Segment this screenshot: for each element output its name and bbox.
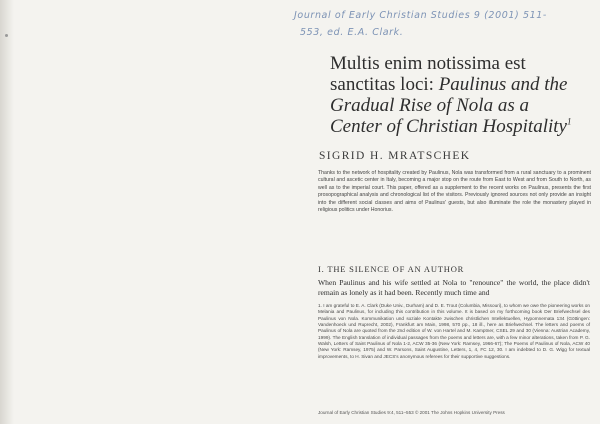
page-edge-shadow <box>0 0 14 424</box>
author-name: SIGRID H. MRATSCHEK <box>319 150 471 162</box>
title-line-4 <box>330 116 590 137</box>
journal-footer: Journal of Early Christian Studies 9:4, 511–553 © 2001 The Johns Hopkins University Press <box>318 410 505 415</box>
scan-speck <box>5 34 8 37</box>
article-title <box>330 53 590 137</box>
title-line-2 <box>330 74 590 95</box>
handwritten-line-2: 553, ed. E.A. Clark. <box>300 27 404 38</box>
title-line-1: Multis enim notissima est <box>330 53 526 74</box>
handwritten-citation-note <box>294 7 594 41</box>
title-roman-part: sanctitas loci: <box>330 74 434 95</box>
handwritten-line-1: Journal of Early Christian Studies 9 (2001) 511- <box>294 10 547 21</box>
title-footnote-marker: 1 <box>566 116 572 127</box>
title-italic-part-3: Center of Christian Hospitality <box>330 116 567 137</box>
title-italic-part-1: Paulinus and the <box>433 74 568 95</box>
abstract: Thanks to the network of hospitality created by Paulinus, Nola was transformed from a rural sanctuary to a prominent cultural and ascetic center in Italy, becoming a major stop on the route from East to West and from South to North, as well as to the imperial court. This paper, offered as a supplement to the recent works on Paulinus, presents the first prosopographical analysis and chronological list of the visitors. Previously ignored sources not only provide an insight into the different social classes and aims of Paulinus' guests, but also illuminate the role the monastery played in religious politics under Honorius. <box>318 170 591 214</box>
body-paragraph: When Paulinus and his wife settled at Nola to "renounce" the world, the place didn't remain as lonely as it had been. Recently much time and <box>318 278 590 297</box>
section-heading: I. THE SILENCE OF AN AUTHOR <box>318 264 465 274</box>
title-line-3: Gradual Rise of Nola as a <box>330 95 529 116</box>
footnote-1: 1. I am grateful to E. A. Clark (Duke Univ., Durham) and D. E. Trout (Columbia, Missouri), to whom we owe the pioneering works on Melania and Paulinus, for including this contribution in this volume. It is based on my forthcoming book Der Briefwechsel des Paulinus von Nola. Kommunikation und soziale Kontakte zwischen christlichen Intellektuellen, Hypomnemata 134 (Göttingen: Vandenhoeck und Ruprecht, 2002), Frankfurt am Main, 1998, 570 pp., 18 ill., here as Briefwechsel. The letters and poems of Paulinus of Nola are quoted from the 2nd edition of W. von Hartel and M. Kamptner, CSEL 29 and 30 (Vienna: Austrian Academy, 1999). The English translation of individual passages from the poems and letters are, with a few minor alterations, taken from P. G. Walsh, Letters of Saint Paulinus of Nola 1-2, ACW 35-36 (New York: Ramsey, 1966-67); The Poems of Paulinus of Nola, ACW 40 (New York: Ramsey, 1975) and W. Parsons, Saint Augustine, Letters, 1, 4, FC 12, 30. I am indebted to D. G. Wigg for textual improvements, to H. Sivan and JECS's anonymous referees for their supportive suggestions. <box>318 303 590 359</box>
